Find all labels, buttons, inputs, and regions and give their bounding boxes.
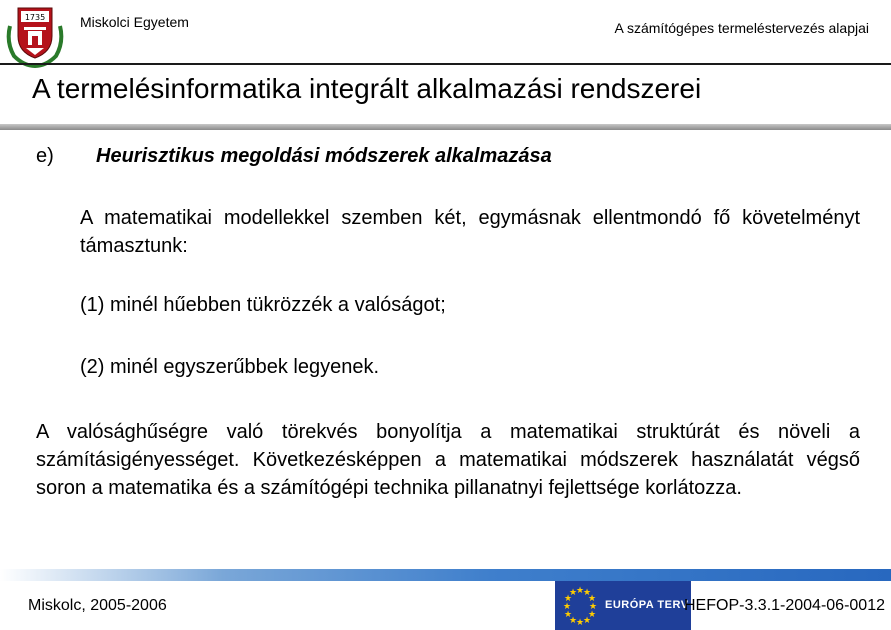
svg-text:★: ★	[575, 586, 585, 596]
section-title: Heurisztikus megoldási módszerek alkalmazása	[96, 145, 552, 167]
svg-text:★: ★	[587, 610, 597, 620]
eu-logo	[555, 581, 691, 630]
footer-place-date: Miskolc, 2005-2006	[28, 597, 167, 614]
svg-text:★: ★	[582, 616, 592, 626]
svg-text:★: ★	[587, 594, 597, 604]
svg-text:★: ★	[575, 618, 585, 628]
university-name: Miskolci Egyetem	[80, 14, 189, 30]
university-crest-icon	[4, 2, 66, 68]
footer-bar	[0, 569, 891, 581]
course-name: A számítógépes termeléstervezés alapjai	[614, 20, 869, 36]
svg-text:★: ★	[563, 610, 573, 620]
svg-text:★: ★	[563, 594, 573, 604]
list-item: (2) minél egyszerűbbek legyenek.	[80, 356, 380, 378]
section-letter: e)	[36, 145, 54, 167]
svg-text:★: ★	[568, 588, 578, 598]
svg-text:1735: 1735	[24, 13, 46, 22]
header-divider	[0, 63, 891, 65]
intro-paragraph: A matematikai modellekkel szemben két, egymásnak ellentmondó fő követelményt támasztunk:	[80, 207, 860, 257]
svg-text:★: ★	[588, 602, 598, 612]
svg-text:★: ★	[568, 616, 578, 626]
eu-stars-icon	[557, 581, 603, 630]
eu-label: EURÓPA TERV	[605, 599, 689, 611]
slide-title: A termelésinformatika integrált alkalmazási rendszerei	[32, 73, 702, 104]
conclusion-paragraph: A valósághűségre való törekvés bonyolítja a matematikai struktúrát és növeli a számításigényességet. Következésképpen a matematikai módszerek használatát végső soron a matematika és a számítógépi technika pillanatnyi fejlettsége korlátozza.	[36, 421, 860, 499]
svg-text:★: ★	[562, 602, 572, 612]
list-item: (1) minél hűebben tükrözzék a valóságot;	[80, 294, 446, 316]
svg-text:★: ★	[582, 588, 592, 598]
footer-project-code: HEFOP-3.3.1-2004-06-0012	[684, 597, 885, 614]
title-divider	[0, 124, 891, 130]
